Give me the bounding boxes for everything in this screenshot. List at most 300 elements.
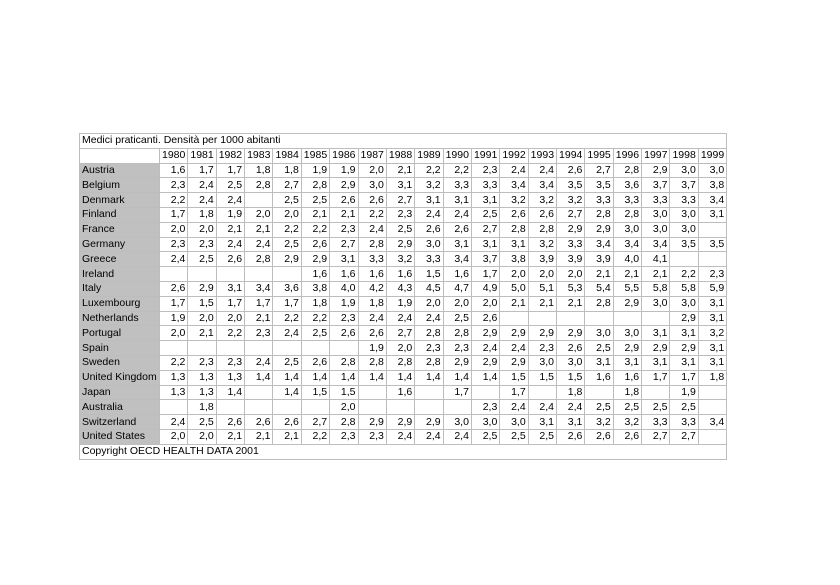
value-cell: 1,5 [188, 296, 216, 311]
value-cell: 2,7 [386, 193, 414, 208]
table-row [80, 193, 727, 208]
value-cell: 3,3 [642, 415, 670, 430]
value-cell: 3,1 [386, 178, 414, 193]
value-cell: 3,1 [698, 355, 726, 370]
value-cell: 2,4 [358, 222, 386, 237]
value-cell: 2,9 [613, 296, 641, 311]
year-header: 1984 [273, 148, 301, 163]
value-cell [160, 341, 188, 356]
value-cell [188, 341, 216, 356]
value-cell: 2,6 [557, 341, 585, 356]
value-cell: 2,9 [386, 415, 414, 430]
value-cell: 1,8 [698, 370, 726, 385]
value-cell: 2,2 [301, 222, 329, 237]
value-cell: 2,8 [245, 252, 273, 267]
value-cell: 2,1 [528, 296, 556, 311]
value-cell: 2,8 [358, 355, 386, 370]
value-cell: 3,0 [670, 207, 698, 222]
value-cell: 2,8 [613, 163, 641, 178]
value-cell: 1,8 [245, 163, 273, 178]
value-cell: 2,1 [642, 267, 670, 282]
value-cell: 3,2 [500, 193, 528, 208]
table-row [80, 311, 727, 326]
value-cell: 1,4 [273, 385, 301, 400]
value-cell: 3,7 [670, 178, 698, 193]
value-cell: 3,0 [557, 355, 585, 370]
value-cell: 2,4 [500, 400, 528, 415]
value-cell: 2,0 [557, 267, 585, 282]
year-header: 1993 [528, 148, 556, 163]
table-row [80, 429, 727, 444]
value-cell: 1,4 [330, 370, 358, 385]
value-cell: 3,9 [585, 252, 613, 267]
table-row [80, 385, 727, 400]
value-cell: 3,2 [557, 193, 585, 208]
value-cell: 1,4 [273, 370, 301, 385]
value-cell: 3,4 [642, 237, 670, 252]
value-cell: 4,1 [642, 252, 670, 267]
country-cell: Luxembourg [80, 296, 160, 311]
value-cell: 3,1 [670, 326, 698, 341]
value-cell: 2,5 [216, 178, 244, 193]
value-cell: 2,2 [273, 311, 301, 326]
value-cell: 1,5 [301, 385, 329, 400]
value-cell: 2,4 [528, 163, 556, 178]
value-cell [500, 311, 528, 326]
value-cell [698, 400, 726, 415]
physicians-density-table [79, 133, 727, 460]
value-cell: 3,1 [216, 281, 244, 296]
value-cell: 2,2 [358, 207, 386, 222]
value-cell: 3,3 [613, 193, 641, 208]
value-cell: 4,7 [443, 281, 471, 296]
value-cell: 2,3 [698, 267, 726, 282]
value-cell: 2,6 [301, 355, 329, 370]
value-cell: 2,5 [273, 193, 301, 208]
value-cell: 2,0 [160, 222, 188, 237]
value-cell: 1,7 [216, 163, 244, 178]
value-cell: 2,3 [358, 429, 386, 444]
value-cell: 3,1 [443, 193, 471, 208]
value-cell: 3,1 [642, 355, 670, 370]
value-cell: 1,6 [330, 267, 358, 282]
value-cell: 2,5 [301, 193, 329, 208]
value-cell: 2,6 [160, 281, 188, 296]
value-cell: 2,6 [415, 222, 443, 237]
value-cell: 2,5 [443, 311, 471, 326]
value-cell: 2,0 [443, 296, 471, 311]
value-cell: 4,3 [386, 281, 414, 296]
year-header: 1983 [245, 148, 273, 163]
value-cell: 1,9 [330, 296, 358, 311]
value-cell [386, 400, 414, 415]
value-cell: 2,8 [443, 326, 471, 341]
value-cell [160, 267, 188, 282]
value-cell: 2,0 [500, 267, 528, 282]
value-cell: 4,2 [358, 281, 386, 296]
value-cell: 2,4 [245, 355, 273, 370]
value-cell: 3,1 [528, 415, 556, 430]
country-cell: Italy [80, 281, 160, 296]
value-cell: 3,1 [330, 252, 358, 267]
value-cell: 2,4 [160, 415, 188, 430]
value-cell [273, 341, 301, 356]
year-header: 1985 [301, 148, 329, 163]
table-row [80, 341, 727, 356]
value-cell: 1,4 [245, 370, 273, 385]
value-cell: 2,4 [415, 311, 443, 326]
value-cell: 2,0 [245, 207, 273, 222]
value-cell: 2,1 [245, 429, 273, 444]
table-row [80, 163, 727, 178]
value-cell [188, 267, 216, 282]
value-cell [698, 222, 726, 237]
value-cell: 2,5 [273, 355, 301, 370]
value-cell: 2,3 [443, 341, 471, 356]
value-cell: 5,4 [585, 281, 613, 296]
value-cell: 1,4 [443, 370, 471, 385]
value-cell: 3,1 [557, 415, 585, 430]
value-cell: 4,5 [415, 281, 443, 296]
value-cell: 2,7 [585, 163, 613, 178]
value-cell: 3,1 [698, 296, 726, 311]
value-cell: 2,8 [358, 237, 386, 252]
value-cell: 1,6 [443, 267, 471, 282]
value-cell: 3,4 [528, 178, 556, 193]
year-header: 1996 [613, 148, 641, 163]
value-cell: 1,4 [415, 370, 443, 385]
value-cell: 1,7 [188, 163, 216, 178]
value-cell [330, 341, 358, 356]
value-cell: 3,0 [642, 296, 670, 311]
year-header: 1982 [216, 148, 244, 163]
value-cell: 2,1 [188, 326, 216, 341]
value-cell: 2,9 [415, 415, 443, 430]
value-cell: 1,5 [528, 370, 556, 385]
value-cell: 3,1 [443, 237, 471, 252]
value-cell: 1,7 [160, 296, 188, 311]
value-cell [245, 193, 273, 208]
value-cell: 2,8 [301, 178, 329, 193]
value-cell [301, 400, 329, 415]
value-cell: 1,6 [386, 385, 414, 400]
value-cell: 3,9 [528, 252, 556, 267]
value-cell: 5,1 [528, 281, 556, 296]
value-cell: 2,5 [301, 326, 329, 341]
table-title: Medici praticanti. Densità per 1000 abitanti [80, 134, 727, 149]
value-cell: 2,8 [386, 355, 414, 370]
value-cell: 2,4 [245, 237, 273, 252]
value-cell: 5,5 [613, 281, 641, 296]
value-cell: 3,0 [585, 326, 613, 341]
value-cell: 3,0 [528, 355, 556, 370]
value-cell: 3,1 [698, 207, 726, 222]
value-cell: 2,9 [471, 355, 499, 370]
value-cell: 4,0 [613, 252, 641, 267]
value-cell: 3,3 [415, 252, 443, 267]
value-cell: 1,7 [500, 385, 528, 400]
country-cell: United Kingdom [80, 370, 160, 385]
value-cell: 2,0 [386, 341, 414, 356]
value-cell: 1,4 [471, 370, 499, 385]
value-cell: 2,6 [471, 311, 499, 326]
value-cell: 3,3 [642, 193, 670, 208]
spreadsheet [79, 133, 727, 460]
value-cell: 2,6 [613, 429, 641, 444]
value-cell: 2,1 [245, 222, 273, 237]
table-row [80, 400, 727, 415]
table-row [80, 415, 727, 430]
value-cell: 2,4 [443, 207, 471, 222]
value-cell [613, 311, 641, 326]
value-cell: 2,3 [330, 222, 358, 237]
value-cell: 2,9 [386, 237, 414, 252]
year-header-row [80, 148, 727, 163]
value-cell: 2,9 [642, 341, 670, 356]
country-cell: Finland [80, 207, 160, 222]
year-header: 1991 [471, 148, 499, 163]
value-cell: 2,6 [216, 252, 244, 267]
value-cell: 2,2 [301, 311, 329, 326]
value-cell: 2,9 [358, 415, 386, 430]
value-cell: 2,5 [670, 400, 698, 415]
value-cell: 2,1 [330, 207, 358, 222]
value-cell: 2,4 [415, 429, 443, 444]
value-cell [585, 385, 613, 400]
country-cell: Japan [80, 385, 160, 400]
value-cell: 3,3 [585, 193, 613, 208]
value-cell: 3,5 [585, 178, 613, 193]
value-cell: 2,3 [471, 163, 499, 178]
value-cell: 2,0 [273, 207, 301, 222]
value-cell: 2,5 [386, 222, 414, 237]
value-cell: 2,7 [471, 222, 499, 237]
value-cell: 2,4 [273, 326, 301, 341]
value-cell [160, 400, 188, 415]
value-cell: 3,1 [698, 311, 726, 326]
footer-row [80, 444, 727, 459]
value-cell: 3,4 [585, 237, 613, 252]
value-cell: 2,6 [216, 415, 244, 430]
value-cell: 3,2 [386, 252, 414, 267]
value-cell: 3,2 [585, 415, 613, 430]
value-cell: 2,4 [386, 311, 414, 326]
value-cell: 4,0 [330, 281, 358, 296]
value-cell [245, 267, 273, 282]
value-cell: 2,4 [188, 178, 216, 193]
value-cell: 2,9 [500, 326, 528, 341]
value-cell: 3,0 [670, 296, 698, 311]
table-row [80, 296, 727, 311]
value-cell: 2,8 [415, 355, 443, 370]
value-cell: 1,8 [358, 296, 386, 311]
value-cell: 2,9 [273, 252, 301, 267]
value-cell: 3,0 [613, 326, 641, 341]
value-cell: 1,8 [273, 163, 301, 178]
value-cell [471, 385, 499, 400]
value-cell: 2,3 [386, 207, 414, 222]
value-cell: 3,4 [443, 252, 471, 267]
country-cell: Greece [80, 252, 160, 267]
value-cell: 2,9 [471, 326, 499, 341]
value-cell: 3,2 [613, 415, 641, 430]
value-cell: 2,9 [330, 178, 358, 193]
value-cell: 3,4 [613, 237, 641, 252]
value-cell: 2,6 [443, 222, 471, 237]
year-header: 1986 [330, 148, 358, 163]
value-cell: 2,5 [471, 429, 499, 444]
year-header: 1992 [500, 148, 528, 163]
value-cell: 3,8 [698, 178, 726, 193]
value-cell: 2,1 [500, 296, 528, 311]
value-cell: 2,3 [245, 326, 273, 341]
value-cell: 2,8 [415, 326, 443, 341]
value-cell: 3,0 [698, 163, 726, 178]
value-cell: 2,9 [188, 281, 216, 296]
value-cell: 3,1 [585, 355, 613, 370]
value-cell: 2,1 [386, 163, 414, 178]
value-cell: 2,7 [557, 207, 585, 222]
year-header: 1987 [358, 148, 386, 163]
value-cell: 1,4 [358, 370, 386, 385]
value-cell: 2,7 [301, 415, 329, 430]
value-cell: 3,7 [471, 252, 499, 267]
value-cell [245, 341, 273, 356]
value-cell: 4,9 [471, 281, 499, 296]
value-cell: 3,1 [642, 326, 670, 341]
value-cell: 2,4 [160, 252, 188, 267]
value-cell: 2,0 [415, 296, 443, 311]
year-header: 1995 [585, 148, 613, 163]
title-row [80, 134, 727, 149]
value-cell: 3,8 [500, 252, 528, 267]
value-cell: 2,0 [216, 311, 244, 326]
value-cell: 1,7 [443, 385, 471, 400]
value-cell: 3,4 [698, 415, 726, 430]
value-cell: 2,8 [613, 207, 641, 222]
value-cell: 1,5 [415, 267, 443, 282]
value-cell: 2,3 [160, 237, 188, 252]
value-cell: 2,9 [585, 222, 613, 237]
value-cell: 2,8 [330, 415, 358, 430]
value-cell: 3,1 [670, 355, 698, 370]
value-cell [245, 400, 273, 415]
value-cell: 1,8 [301, 296, 329, 311]
year-header: 1990 [443, 148, 471, 163]
value-cell: 2,3 [330, 311, 358, 326]
value-cell: 2,3 [415, 341, 443, 356]
value-cell: 1,4 [216, 385, 244, 400]
value-cell: 2,0 [528, 267, 556, 282]
value-cell [358, 385, 386, 400]
country-cell: Ireland [80, 267, 160, 282]
value-cell: 2,6 [358, 193, 386, 208]
value-cell: 3,0 [670, 222, 698, 237]
value-cell: 3,3 [670, 415, 698, 430]
value-cell: 2,5 [642, 400, 670, 415]
value-cell: 3,2 [415, 178, 443, 193]
value-cell: 2,4 [216, 237, 244, 252]
value-cell: 2,9 [443, 355, 471, 370]
value-cell [642, 311, 670, 326]
value-cell: 5,8 [670, 281, 698, 296]
value-cell: 2,4 [500, 163, 528, 178]
value-cell: 1,8 [557, 385, 585, 400]
value-cell: 2,8 [330, 355, 358, 370]
table-row [80, 326, 727, 341]
value-cell: 3,1 [500, 237, 528, 252]
value-cell: 3,0 [500, 415, 528, 430]
value-cell: 1,8 [188, 207, 216, 222]
value-cell: 1,4 [301, 370, 329, 385]
value-cell: 2,9 [557, 326, 585, 341]
country-cell: Spain [80, 341, 160, 356]
value-cell: 2,4 [415, 207, 443, 222]
value-cell: 2,9 [557, 222, 585, 237]
country-cell: Belgium [80, 178, 160, 193]
value-cell: 2,9 [670, 341, 698, 356]
value-cell: 2,7 [670, 429, 698, 444]
value-cell: 3,6 [273, 281, 301, 296]
country-cell: Australia [80, 400, 160, 415]
table-row [80, 207, 727, 222]
year-header: 1989 [415, 148, 443, 163]
value-cell: 2,2 [443, 163, 471, 178]
value-cell: 2,0 [471, 296, 499, 311]
value-cell [698, 385, 726, 400]
country-cell: Switzerland [80, 415, 160, 430]
value-cell: 1,7 [216, 296, 244, 311]
value-cell: 2,9 [613, 341, 641, 356]
table-row [80, 281, 727, 296]
value-cell: 2,6 [301, 237, 329, 252]
value-cell [415, 385, 443, 400]
value-cell: 2,1 [216, 429, 244, 444]
value-cell: 1,6 [613, 370, 641, 385]
value-cell: 2,1 [301, 207, 329, 222]
value-cell: 2,4 [188, 193, 216, 208]
value-cell: 3,1 [415, 193, 443, 208]
value-cell: 1,7 [160, 207, 188, 222]
value-cell: 2,5 [188, 252, 216, 267]
value-cell [585, 311, 613, 326]
value-cell: 2,5 [471, 207, 499, 222]
value-cell: 2,0 [358, 163, 386, 178]
value-cell: 2,4 [386, 429, 414, 444]
year-header: 1994 [557, 148, 585, 163]
value-cell: 2,0 [188, 311, 216, 326]
value-cell: 2,6 [245, 415, 273, 430]
value-cell: 2,8 [500, 222, 528, 237]
value-cell: 3,4 [245, 281, 273, 296]
value-cell: 1,7 [273, 296, 301, 311]
value-cell: 2,4 [471, 341, 499, 356]
value-cell: 1,3 [188, 385, 216, 400]
year-header: 1988 [386, 148, 414, 163]
value-cell: 1,3 [160, 385, 188, 400]
table-row [80, 370, 727, 385]
value-cell: 2,9 [670, 311, 698, 326]
value-cell: 1,9 [358, 341, 386, 356]
value-cell: 3,5 [698, 237, 726, 252]
year-header: 1998 [670, 148, 698, 163]
value-cell [301, 341, 329, 356]
value-cell: 2,7 [386, 326, 414, 341]
value-cell: 1,3 [188, 370, 216, 385]
value-cell: 3,1 [613, 355, 641, 370]
value-cell: 1,3 [160, 370, 188, 385]
value-cell [273, 267, 301, 282]
